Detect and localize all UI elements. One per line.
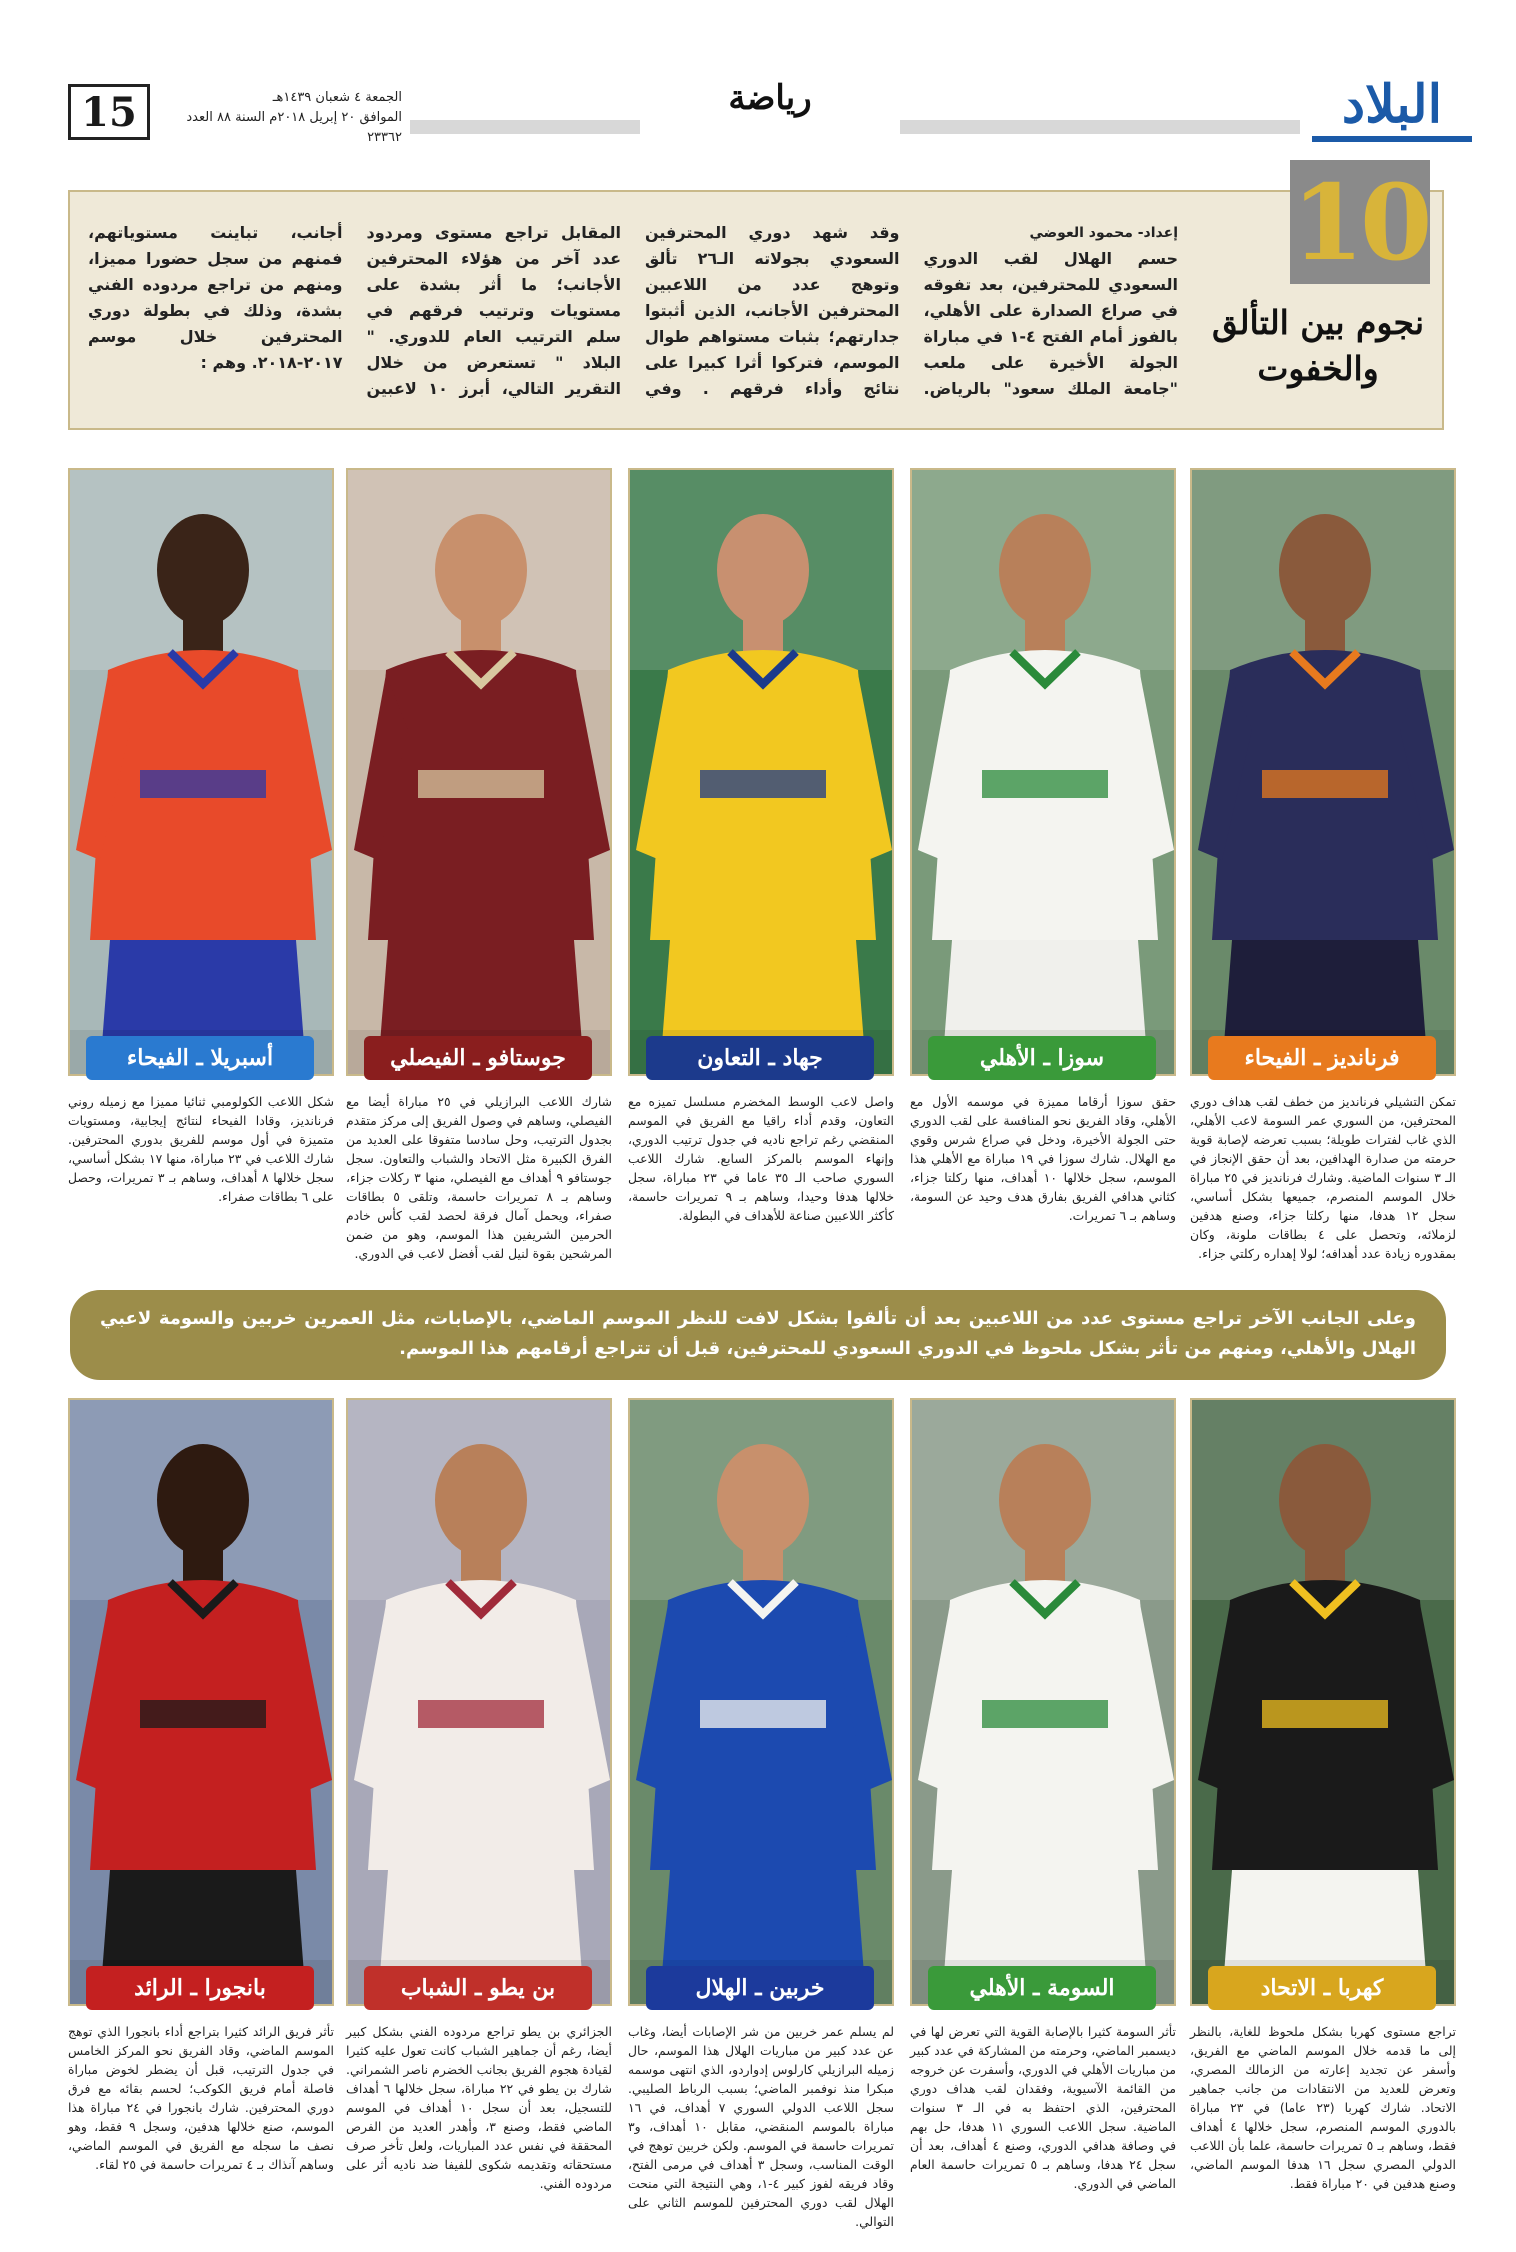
player-figure xyxy=(630,470,894,1076)
author-byline: إعداد- محمود العوضي xyxy=(1029,225,1178,241)
player-photo xyxy=(1190,468,1456,1076)
header-rule-left xyxy=(410,120,640,134)
player-name-tag: بن يطو ـ الشباب xyxy=(364,1966,592,2010)
player-name-tag: بانجورا ـ الرائد xyxy=(86,1966,314,2010)
player-figure xyxy=(348,470,612,1076)
player-figure xyxy=(912,470,1176,1076)
logo-underline xyxy=(1312,136,1472,142)
date-line-hijri: الجمعة ٤ شعبان ١٤٣٩هـ xyxy=(272,90,402,105)
masthead xyxy=(0,0,1516,150)
player-name-tag: خربين ـ الهلال xyxy=(646,1966,874,2010)
intro-article xyxy=(88,220,1178,410)
player-photo xyxy=(1190,1398,1456,2006)
player-name-tag: كهربا ـ الاتحاد xyxy=(1208,1966,1436,2010)
player-figure xyxy=(630,1400,894,2006)
player-name-tag: فرنانديز ـ الفيحاء xyxy=(1208,1036,1436,1080)
newspaper-logo: البلاد xyxy=(1341,74,1443,135)
player-figure xyxy=(1192,470,1456,1076)
player-photo xyxy=(628,468,894,1076)
player-photo xyxy=(346,1398,612,2006)
player-name-tag: سوزا ـ الأهلي xyxy=(928,1036,1156,1080)
player-photo xyxy=(910,1398,1176,2006)
headline-number: 10 xyxy=(1291,160,1429,284)
player-figure xyxy=(1192,1400,1456,2006)
player-summary: حقق سوزا أرقاما مميزة في موسمه الأول مع الأهلي، وقاد الفريق نحو المنافسة على لقب الدوري حتى الجولة الأخيرة، ودخل في صراع شرس وقوي مع الهلال. شارك سوزا في ١٩ مباراة مع الأهلي هذا الموسم، سجل خلالها ١٠ أهداف، منها ركلتا جزاء، كثاني هدافي الفريق بفارق هدف وحيد عن السومة، وساهم بـ ٦ تمريرات. xyxy=(910,1094,1176,1223)
player-summary: واصل لاعب الوسط المخضرم مسلسل تميزه مع التعاون، وقدم أداء راقيا مع الفريق في الموسم المنقضي رغم تراجع ناديه في جدول ترتيب الدوري، وإنهاء الموسم بالمركز السابع. شارك اللاعب السوري صاحب الـ ٣٥ عاما في ٢٣ مباراة، سجل خلالها هدفا وحيدا، وساهم بـ ٩ تمريرات حاسمة، كأكثر اللاعبين صناعة للأهداف في البطولة. xyxy=(628,1094,894,1223)
player-name-tag: أسبريلا ـ الفيحاء xyxy=(86,1036,314,1080)
player-figure xyxy=(348,1400,612,2006)
player-photo xyxy=(910,468,1176,1076)
player-summary: تأثر السومة كثيرا بالإصابة القوية التي تعرض لها في ديسمبر الماضي، وحرمته من المشاركة في عدد كبير من مباريات الأهلي في الدوري، وأسفرت عن خروجه من القائمة الآسيوية، وفقدان لقب هداف دوري المحترفين، الذي احتفظ به في الـ ٣ سنوات الماضية. سجل اللاعب السوري ١١ هدفا، حل بهم في وصافة هدافي الدوري، وصنع ٤ أهداف، بعد أن سجل ٢٤ هدفا، وساهم بـ ٥ تمريرات حاسمة العام الماضي في الدوري. xyxy=(910,2024,1177,2191)
player-summary: تراجع مستوى كهربا بشكل ملحوظ للغاية، بالنظر إلى ما قدمه خلال الموسم الماضي مع الفريق، وأسفر عن تجديد إعارته من الزمالك المصري، وتعرض للعديد من الانتقادات من جانب جماهير الاتحاد. شارك كهربا (٢٣ عاما) في ٢٣ مباراة بالدوري الموسم المنصرم، سجل خلالها ٤ أهداف فقط، وساهم بـ ٥ تمريرات حاسمة، علما بأن اللاعب الدولي المصري سجل ١٦ هدفا الموسم الماضي، وصنع هدفين في ٢٠ مباراة فقط. xyxy=(1190,2024,1456,2191)
intro-body: حسم الهلال لقب الدوري السعودي للمحترفين، بعد تفوقه في صراع الصدارة على الأهلي، بالفوز أمام الفتح ٤-١ في مباراة الجولة الأخيرة على ملعب "جامعة الملك سعود" بالرياض. وقد شهد دوري المحترفين السعودي بجولاته الـ٢٦ تألق وتوهج عدد من اللاعبين المحترفين الأجانب، الذين أثبتوا جدارتهم؛ بثبات مستواهم طوال الموسم، فتركوا أثرا كبيرا على نتائج وأداء فرقهم . وفي المقابل تراجع مستوى ومردود عدد آخر من هؤلاء المحترفين الأجانب؛ ما أثر بشدة على مستويات وترتيب فرقهم في سلم الترتيب العام للدوري. " البلاد " تستعرض من خلال التقرير التالي، أبرز ١٠ لاعبين أجانب، تباينت مستوياتهم، فمنهم من سجل حضورا مميزا، ومنهم من تراجع مردوده الفني بشدة، وذلك في بطولة دوري المحترفين خلال موسم ٢٠١٧-٢٠١٨. وهم : xyxy=(88,223,1179,398)
player-summary: تمكن التشيلي فرنانديز من خطف لقب هداف دوري المحترفين، من السوري عمر السومة لاعب الأهلي، الذي غاب لفترات طويلة؛ بسبب تعرضه لإصابة قوية حرمته من صدارة الهدافين، بعد أن حقق الإنجاز في الـ ٣ سنوات الماضية. وشارك فرنانديز في ٢٥ مباراة خلال الموسم المنصرم، جميعها بشكل أساسي، سجل ١٢ هدفا، منها ركلتا جزاء، وصنع هدفين لزملائه، وتحصل على ٤ بطاقات ملونة، وكان بمقدوره زيادة عدد أهدافه؛ لولا إهداره ركلتي جزاء. xyxy=(1190,1094,1457,1261)
player-name-tag: جوستافو ـ الفيصلي xyxy=(364,1036,592,1080)
dateline xyxy=(162,88,402,148)
transition-banner: وعلى الجانب الآخر تراجع مستوى عدد من اللاعبين بعد أن تألقوا بشكل لافت للنظر الموسم الماضي، بالإصابات، مثل العمرين خربين والسومة لاعبي الهلال والأهلي، ومنهم من تأثر بشكل ملحوظ في الدوري السعودي للمحترفين، قبل أن تتراجع أرقامهم هذا الموسم. xyxy=(70,1290,1446,1380)
player-summary: تأثر فريق الرائد كثيرا بتراجع أداء بانجورا الذي توهج الموسم الماضي، وقاد الفريق نحو المركز الخامس في جدول الترتيب، قبل أن يضطر لخوض مباراة فاصلة أمام فريق الكوكب؛ لحسم بقائه مع فرق دوري المحترفين. شارك بانجورا في ٢٤ مباراة هذا الموسم، صنع خلالها هدفين، وسجل ٩ فقط، وهو نصف ما سجله مع الفريق في الموسم الماضي، وساهم آنذاك بـ ٤ تمريرات حاسمة في ٢٥ لقاء. xyxy=(68,2024,335,2172)
player-figure xyxy=(70,470,334,1076)
page-number: 15 xyxy=(68,84,150,140)
section-title: رياضة xyxy=(728,78,812,118)
player-summary: شارك اللاعب البرازيلي في ٢٥ مباراة أيضا مع الفيصلي، وساهم في وصول الفريق إلى مركز متقدم بجدول الترتيب، وحل سادسا متفوقا على العديد من الفرق الكبيرة مثل الاتحاد والشباب والتعاون. سجل جوستافو ٩ أهداف مع الفيصلي، منها ٣ ركلات جزاء، وساهم بـ ٨ تمريرات حاسمة، وتلقى ٥ بطاقات صفراء، ويحمل آمال فرقة لحصد لقب كأس خادم الحرمين الشريفين هذا الموسم، وهو من ضمن المرشحين بقوة لنيل لقب أفضل لاعب في الدوري. xyxy=(346,1094,612,1261)
player-photo xyxy=(68,1398,334,2006)
player-photo xyxy=(68,468,334,1076)
player-summary: شكل اللاعب الكولومبي ثنائيا مميزا مع زميله روني فرنانديز، وقادا الفيحاء لنتائج إيجابية، ومستويات متميزة في أول موسم للفريق بدوري المحترفين. شارك اللاعب في ٢٣ مباراة، منها ١٧ بشكل أساسي، سجل خلالها ٨ أهداف، وساهم بـ ٣ تمريرات، وحصل على ٦ بطاقات صفراء. xyxy=(68,1094,335,1204)
player-photo xyxy=(346,468,612,1076)
player-summary: لم يسلم عمر خربين من شر الإصابات أيضا، وغاب عن عدد كبير من مباريات الهلال هذا الموسم، حال زميله البرازيلي كارلوس إدواردو، الذي انتهى موسمه مبكرا منذ نوفمبر الماضي؛ بسبب الرباط الصليبي. سجل اللاعب الدولي السوري ٧ أهداف، في ١٦ مباراة بالموسم المنقضي، مقابل ١٠ أهداف، و٣ تمريرات حاسمة في الموسم. ولكن خربين توهج في الوقت المناسب، وسجل ٣ أهداف في مرمى الفتح، وقاد فريقه لفوز كبير ٤-١، وهي النتيجة التي منحت الهلال لقب دوري المحترفين للموسم الثاني على التوالي. xyxy=(628,2024,894,2229)
player-name-tag: جهاد ـ التعاون xyxy=(646,1036,874,1080)
header-rule-right xyxy=(900,120,1300,134)
player-figure xyxy=(70,1400,334,2006)
player-photo xyxy=(628,1398,894,2006)
headline-block xyxy=(1200,152,1446,412)
player-name-tag: السومة ـ الأهلي xyxy=(928,1966,1156,2010)
date-line-gregorian: الموافق ٢٠ إبريل ٢٠١٨م السنة ٨٨ العدد ٢٣٣٦٢ xyxy=(186,110,402,145)
player-figure xyxy=(912,1400,1176,2006)
headline: نجوم بين التألق والخفوت xyxy=(1211,303,1425,388)
player-summary: الجزائري بن يطو تراجع مردوده الفني بشكل كبير أيضا، رغم أن جماهير الشباب كانت تعول عليه كثيرا لقيادة هجوم الفريق بجانب الخضرم ناصر الشمراني. شارك بن يطو في ٢٢ مباراة، سجل خلالها ٦ أهداف للتسجيل، بعد أن سجل ١٠ أهداف في الموسم الماضي فقط، وصنع ٣، وأهدر العديد من الفرص المحققة في نفس عدد المباريات، ولعل تأخر صرف مستحقاته وتقديمه شكوى للفيفا ضد ناديه أثر على مردوده الفني. xyxy=(346,2024,613,2191)
